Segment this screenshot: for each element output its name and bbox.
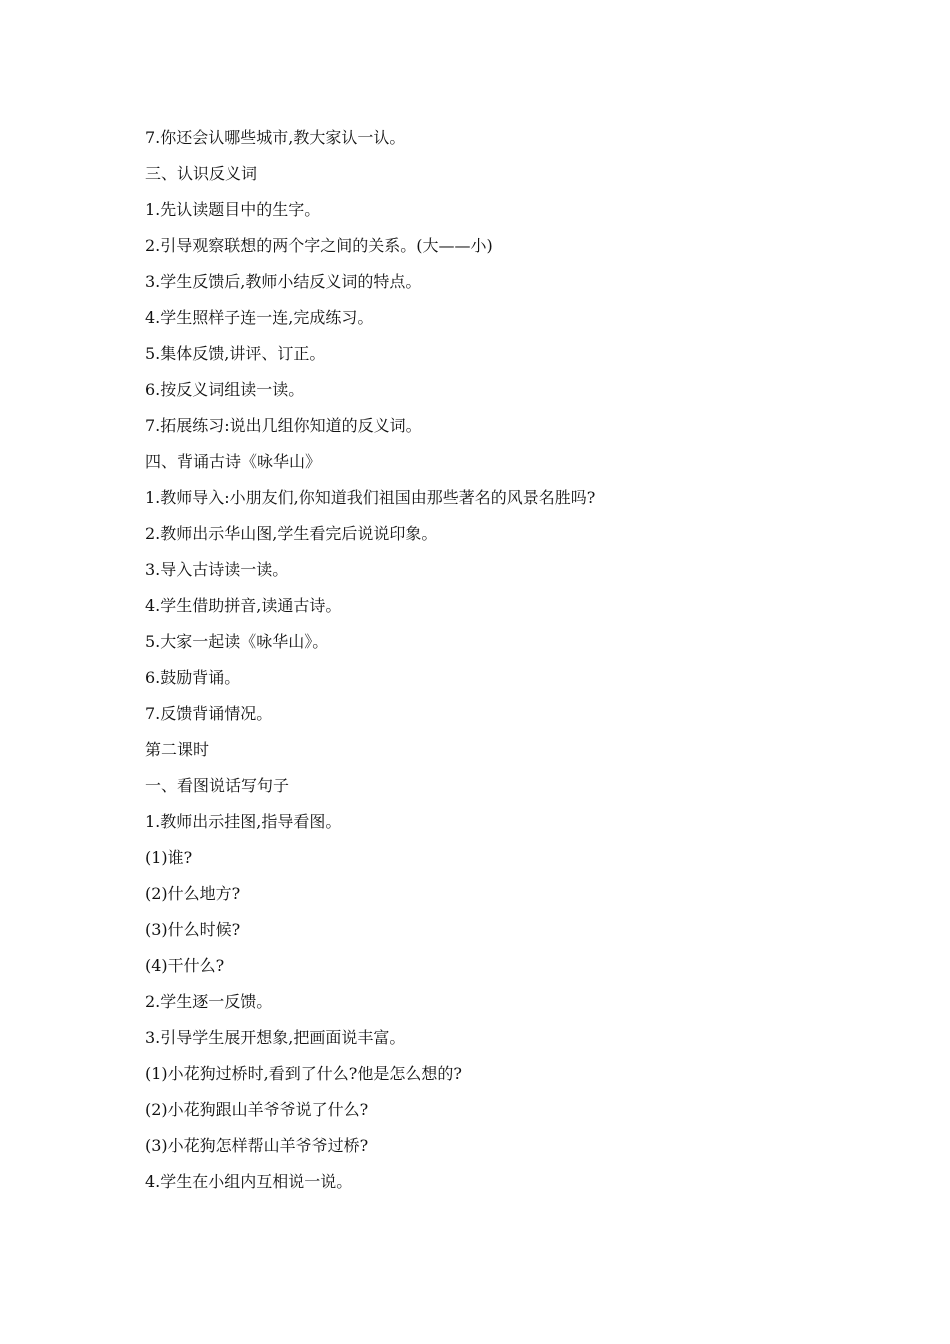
text-line: (1)谁?	[145, 848, 193, 867]
section-heading: 四、背诵古诗《咏华山》	[145, 452, 322, 471]
section-heading: 三、认识反义词	[145, 164, 258, 183]
text-line: 7.你还会认哪些城市,教大家认一认。	[145, 128, 406, 147]
text-line: 4.学生在小组内互相说一说。	[145, 1172, 353, 1191]
text-line: 1.教师出示挂图,指导看图。	[145, 812, 342, 831]
text-line: 6.按反义词组读一读。	[145, 380, 305, 399]
text-line: 2.教师出示华山图,学生看完后说说印象。	[145, 524, 438, 543]
document-body	[145, 126, 845, 1206]
text-line: 1.教师导入:小朋友们,你知道我们祖国由那些著名的风景名胜吗?	[145, 488, 596, 507]
text-line: 1.先认读题目中的生字。	[145, 200, 321, 219]
text-line: 2.引导观察联想的两个字之间的关系。(大——小)	[145, 236, 493, 255]
lesson-heading: 第二课时	[145, 740, 210, 759]
text-line: 5.大家一起读《咏华山》。	[145, 632, 329, 651]
text-line: 2.学生逐一反馈。	[145, 992, 273, 1011]
text-line: (2)小花狗跟山羊爷爷说了什么?	[145, 1100, 369, 1119]
text-line: (3)小花狗怎样帮山羊爷爷过桥?	[145, 1136, 369, 1155]
text-line: 4.学生照样子连一连,完成练习。	[145, 308, 374, 327]
text-line: 3.引导学生展开想象,把画面说丰富。	[145, 1028, 406, 1047]
section-heading: 一、看图说话写句子	[145, 776, 290, 795]
text-line: 7.拓展练习:说出几组你知道的反义词。	[145, 416, 422, 435]
text-line: (1)小花狗过桥时,看到了什么?他是怎么想的?	[145, 1064, 462, 1083]
text-line: 7.反馈背诵情况。	[145, 704, 273, 723]
text-line: 3.导入古诗读一读。	[145, 560, 289, 579]
text-line: 4.学生借助拼音,读通古诗。	[145, 596, 342, 615]
text-line: 3.学生反馈后,教师小结反义词的特点。	[145, 272, 422, 291]
text-line: (4)干什么?	[145, 956, 225, 975]
text-line: (2)什么地方?	[145, 884, 241, 903]
text-line: (3)什么时候?	[145, 920, 241, 939]
text-line: 6.鼓励背诵。	[145, 668, 241, 687]
text-line: 5.集体反馈,讲评、订正。	[145, 344, 326, 363]
